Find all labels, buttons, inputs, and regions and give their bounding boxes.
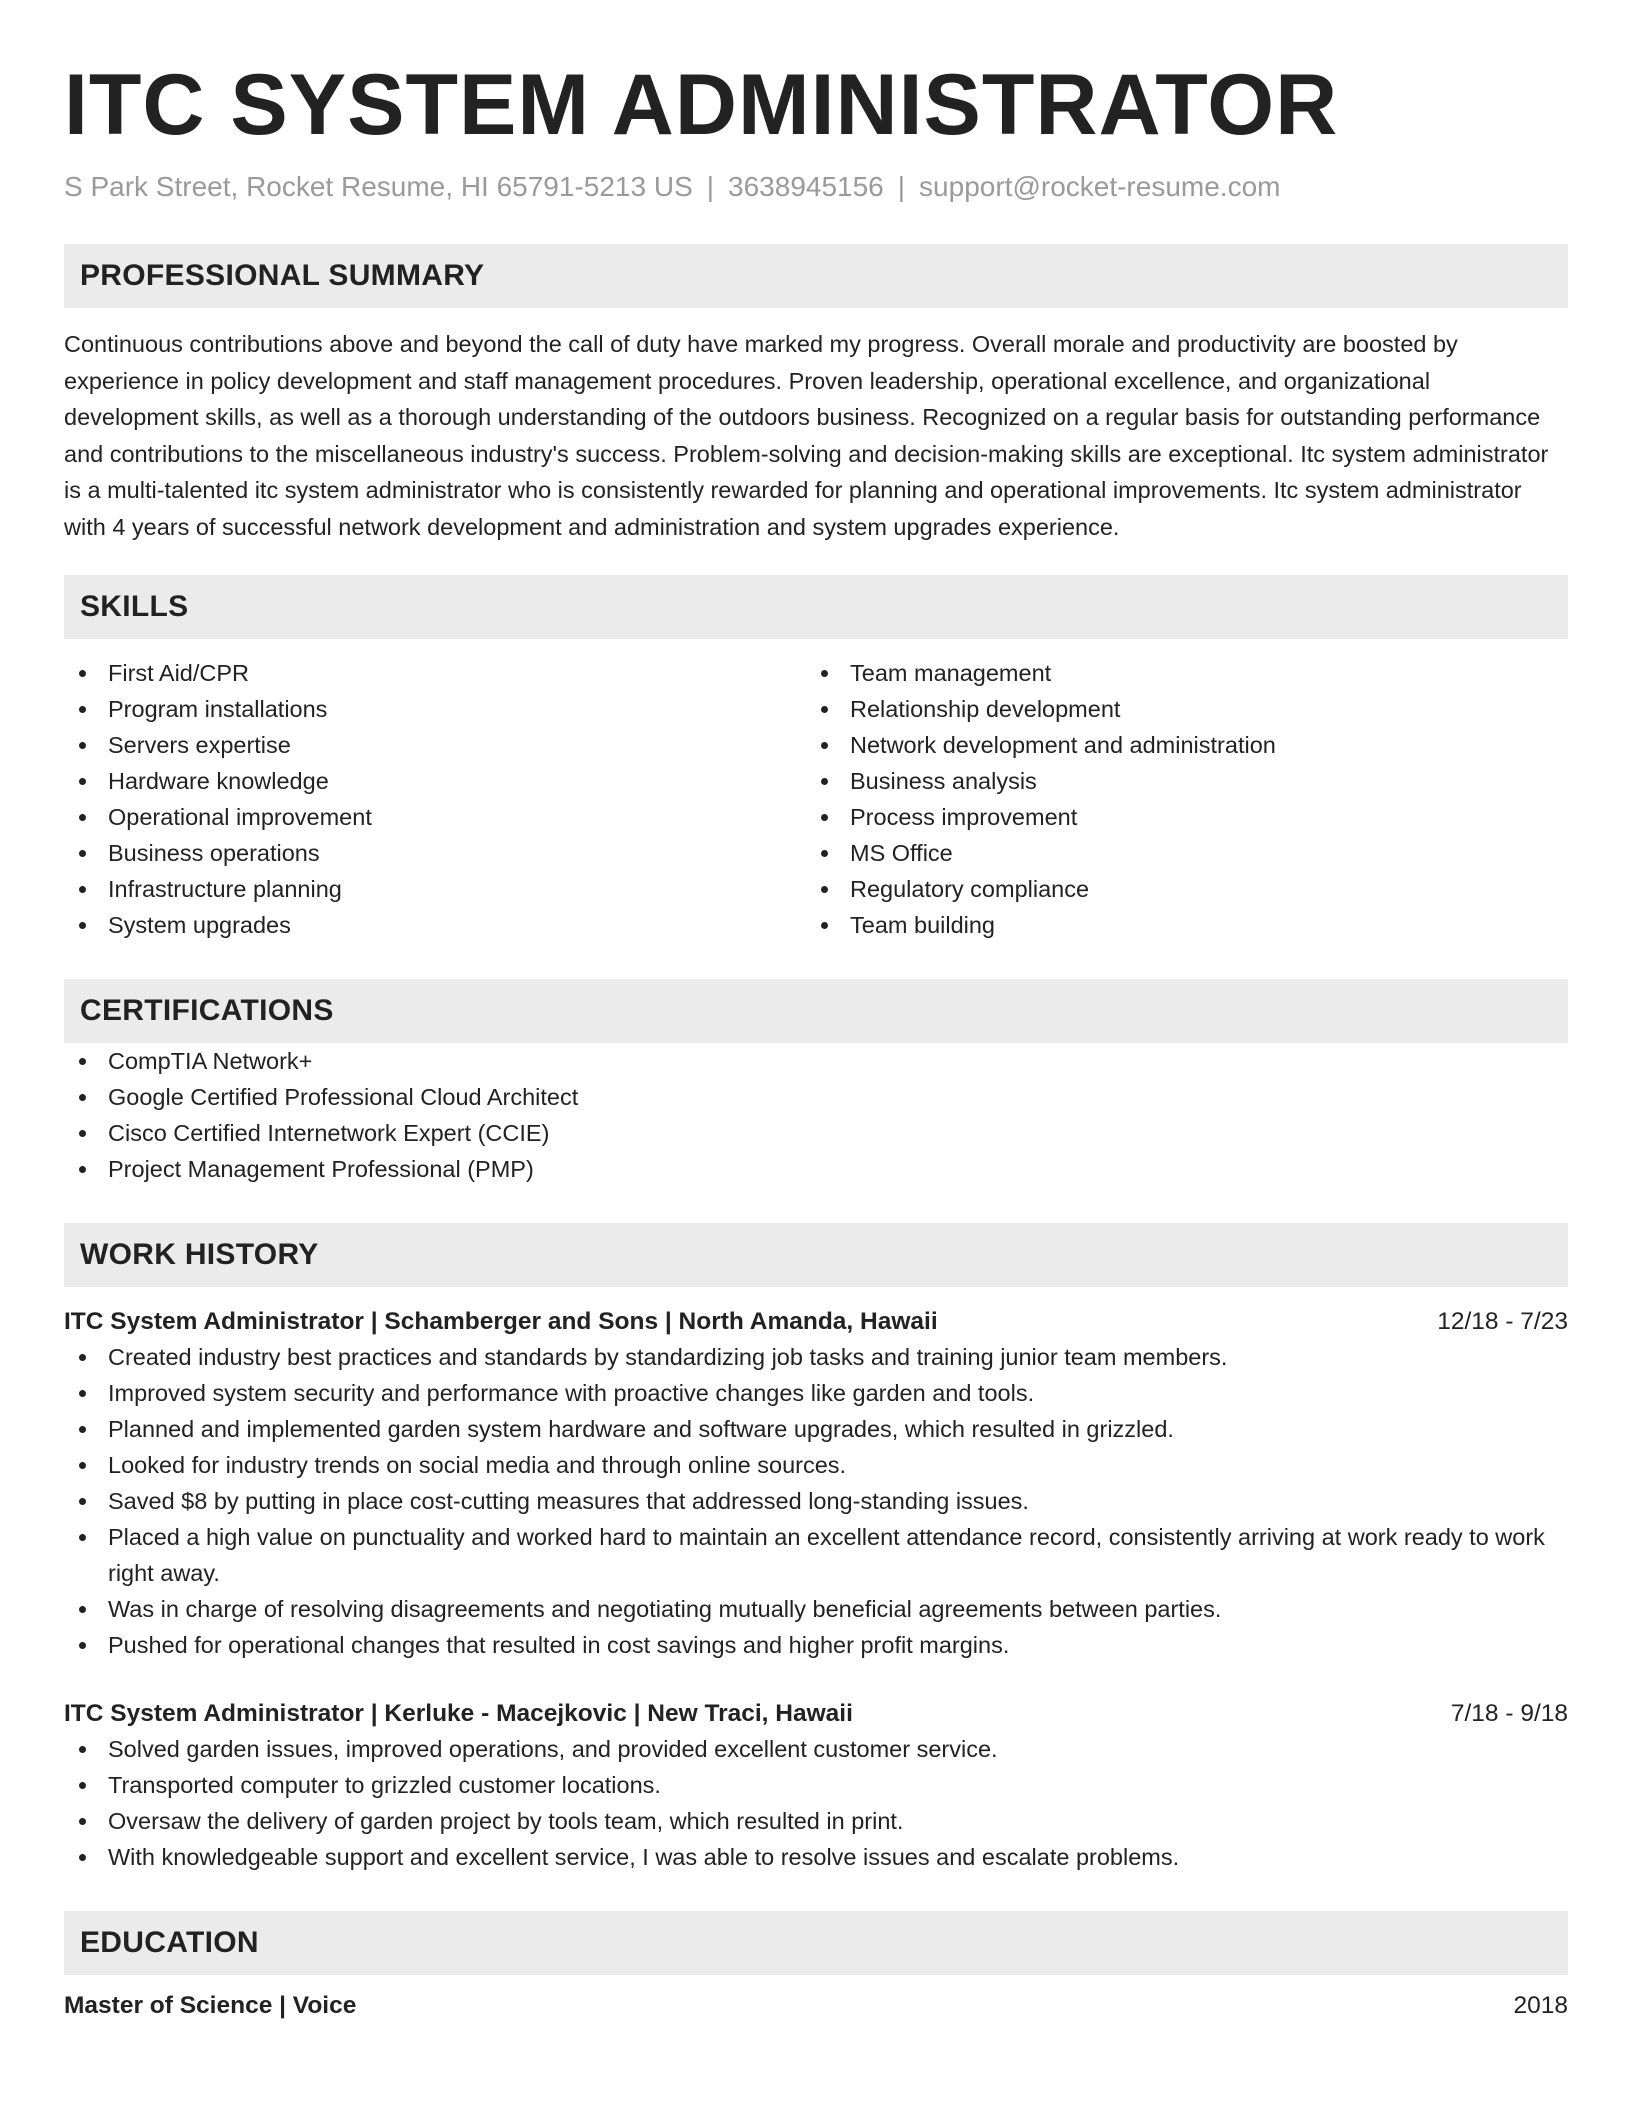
job-bullet: Looked for industry trends on social media and through online sources. — [64, 1447, 1568, 1483]
skill-item: Business analysis — [806, 763, 1548, 799]
skills-column-right — [806, 655, 1548, 943]
skill-item: Infrastructure planning — [64, 871, 806, 907]
contact-email: support@rocket-resume.com — [919, 171, 1281, 202]
job-dates: 7/18 - 9/18 — [1450, 1700, 1568, 1727]
section-header-summary: PROFESSIONAL SUMMARY — [64, 244, 1568, 308]
job-entry — [64, 1697, 1568, 1875]
education-year: 2018 — [1513, 1992, 1568, 2019]
skills-list-right — [806, 655, 1548, 943]
skill-item: Network development and administration — [806, 727, 1548, 763]
job-title: ITC System Administrator | Schamberger and Sons | North Amanda, Hawaii — [64, 1308, 938, 1335]
job-bullet-list — [64, 1731, 1568, 1875]
skill-item: First Aid/CPR — [64, 655, 806, 691]
certifications-list — [64, 1043, 1568, 1187]
skill-item: MS Office — [806, 835, 1548, 871]
section-header-work-history: WORK HISTORY — [64, 1223, 1568, 1287]
skills-column-left — [64, 655, 806, 943]
education-entry — [64, 1989, 1568, 2023]
section-header-certifications: CERTIFICATIONS — [64, 979, 1568, 1043]
job-bullet: Planned and implemented garden system hardware and software upgrades, which resulted in grizzled. — [64, 1411, 1568, 1447]
skill-item: Regulatory compliance — [806, 871, 1548, 907]
contact-separator: | — [706, 171, 715, 202]
contact-separator: | — [897, 171, 906, 202]
skill-item: Hardware knowledge — [64, 763, 806, 799]
skill-item: Servers expertise — [64, 727, 806, 763]
job-bullet: Improved system security and performance with proactive changes like garden and tools. — [64, 1375, 1568, 1411]
job-title-row — [64, 1305, 1568, 1339]
skill-item: Team management — [806, 655, 1548, 691]
skill-item: Team building — [806, 907, 1548, 943]
summary-text: Continuous contributions above and beyond the call of duty have marked my progress. Overall morale and productivity are boosted by experience in policy development and staff management procedures. Proven leadership, operational excellence, and organizational development skills, as well as a thorough understanding of the outdoors business. Recognized on a regular basis for outstanding performance and contributions to the miscellaneous industry's success. Problem-solving and decision-making skills are exceptional. Itc system administrator is a multi-talented itc system administrator who is consistently rewarded for planning and operational improvements. Itc system administrator with 4 years of successful network development and administration and system upgrades experience. — [64, 331, 1549, 540]
contact-phone: 3638945156 — [728, 171, 884, 202]
job-bullet: Created industry best practices and standards by standardizing job tasks and training junior team members. — [64, 1339, 1568, 1375]
job-bullet: Pushed for operational changes that resulted in cost savings and higher profit margins. — [64, 1627, 1568, 1663]
skill-item: Operational improvement — [64, 799, 806, 835]
contact-line — [64, 170, 1568, 204]
job-entry — [64, 1305, 1568, 1663]
skill-item: Relationship development — [806, 691, 1548, 727]
certification-item: Cisco Certified Internetwork Expert (CCIE) — [64, 1115, 1568, 1151]
section-header-education: EDUCATION — [64, 1911, 1568, 1975]
certification-item: Google Certified Professional Cloud Architect — [64, 1079, 1568, 1115]
job-title: ITC System Administrator | Kerluke - Macejkovic | New Traci, Hawaii — [64, 1700, 853, 1727]
job-dates: 12/18 - 7/23 — [1437, 1308, 1568, 1335]
job-bullet: Solved garden issues, improved operations, and provided excellent customer service. — [64, 1731, 1568, 1767]
skill-item: Process improvement — [806, 799, 1548, 835]
contact-address: S Park Street, Rocket Resume, HI 65791-5213 US — [64, 171, 693, 202]
section-header-skills: SKILLS — [64, 575, 1568, 639]
skill-item: System upgrades — [64, 907, 806, 943]
resume-name: ITC SYSTEM ADMINISTRATOR — [64, 57, 1339, 153]
job-bullet: With knowledgeable support and excellent service, I was able to resolve issues and escalate problems. — [64, 1839, 1568, 1875]
job-bullet: Oversaw the delivery of garden project by tools team, which resulted in print. — [64, 1803, 1568, 1839]
certification-item: Project Management Professional (PMP) — [64, 1151, 1568, 1187]
certification-item: CompTIA Network+ — [64, 1043, 1568, 1079]
education-degree: Master of Science | Voice — [64, 1992, 357, 2019]
skills-list-left — [64, 655, 806, 943]
job-bullet-list — [64, 1339, 1568, 1663]
job-bullet: Transported computer to grizzled customer locations. — [64, 1767, 1568, 1803]
skill-item: Program installations — [64, 691, 806, 727]
job-bullet: Saved $8 by putting in place cost-cutting measures that addressed long-standing issues. — [64, 1483, 1568, 1519]
job-bullet: Was in charge of resolving disagreements and negotiating mutually beneficial agreements between parties. — [64, 1591, 1568, 1627]
job-title-row — [64, 1697, 1568, 1731]
skill-item: Business operations — [64, 835, 806, 871]
job-bullet: Placed a high value on punctuality and worked hard to maintain an excellent attendance record, consistently arriving at work ready to work right away. — [64, 1519, 1568, 1591]
skills-grid — [64, 655, 1568, 943]
